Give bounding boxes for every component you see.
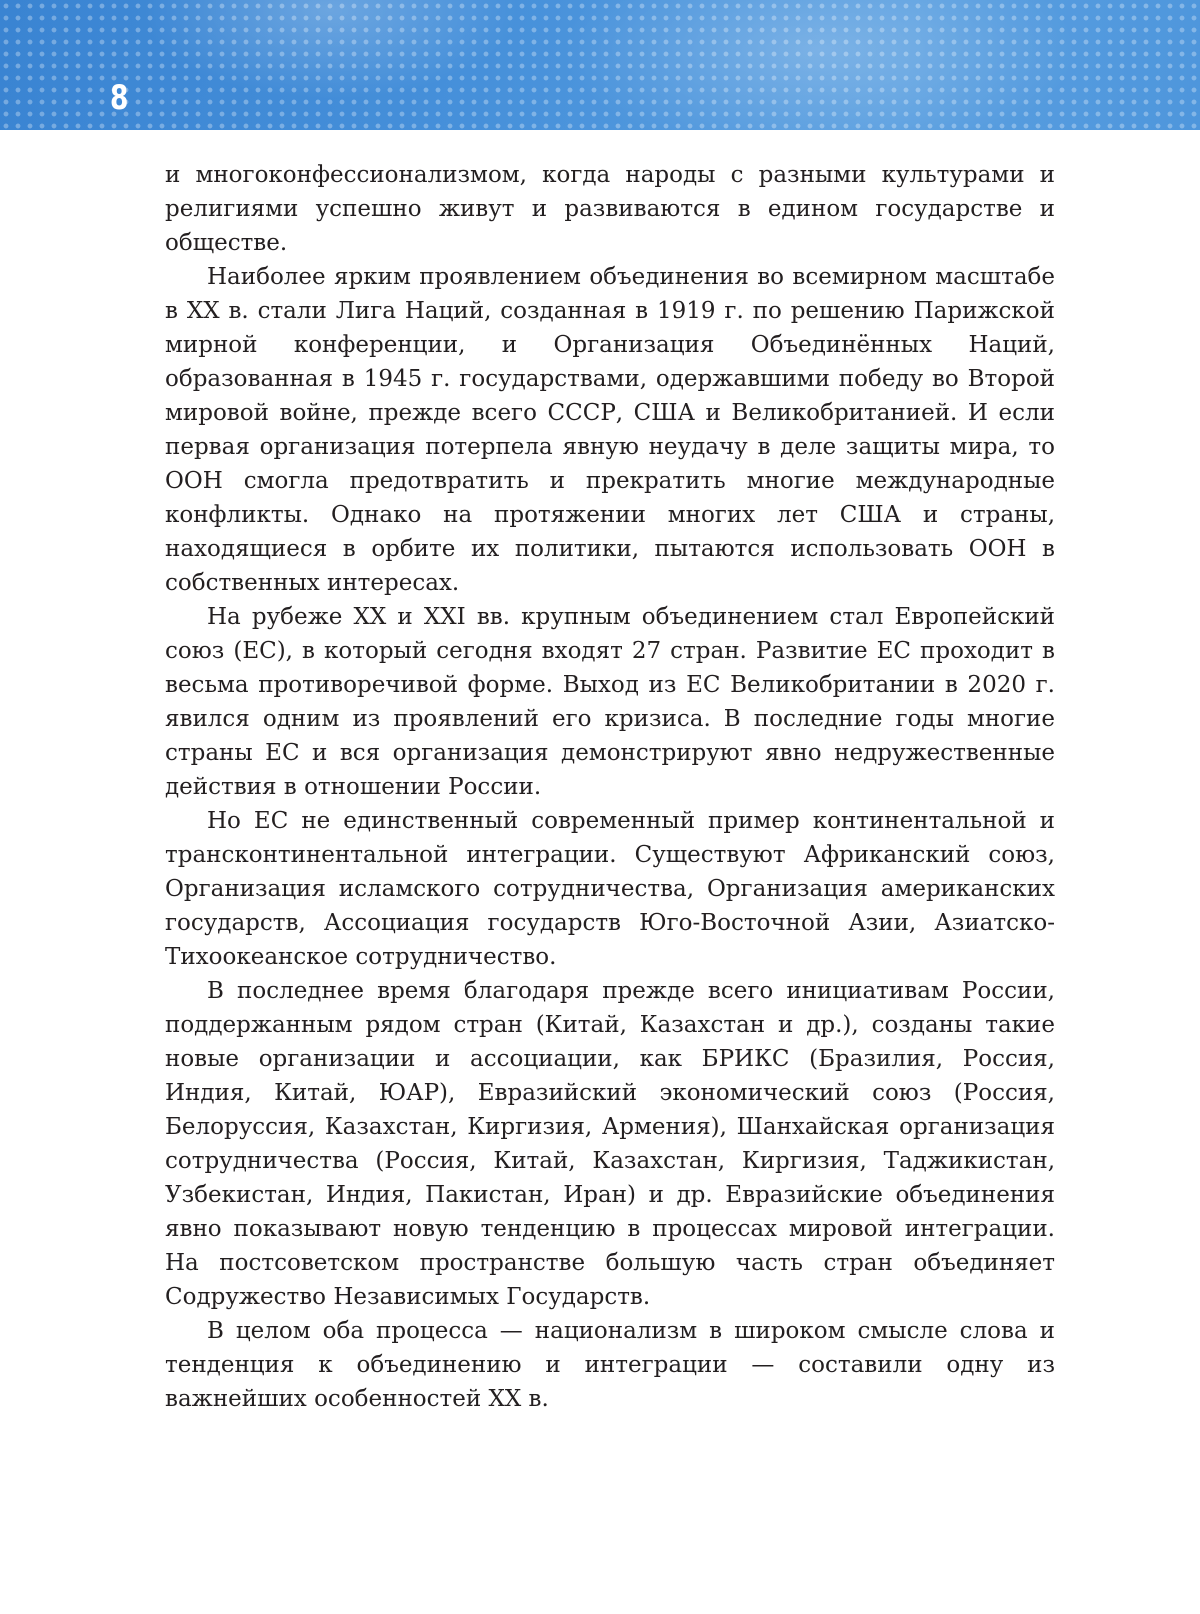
paragraph: В целом оба процесса — национализм в широком смысле слова и тенденция к объединению и интеграции — составили одну из важнейших особенностей XX в. [165, 1318, 1055, 1412]
header-glow-decoration [560, 0, 1080, 130]
main-text [165, 158, 1055, 1416]
paragraph: и многоконфессионализмом, когда народы с разными культурами и религиями успешно живут и развиваются в едином государстве и обществе. [165, 162, 1055, 256]
paragraph: Но ЕС не единственный современный пример континентальной и трансконтинентальной интеграции. Существуют Африканский союз, Организация исламского сотрудничества, Организация американских государств, Ассоциация государств Юго-Восточной Азии, Азиатско-Тихоокеанское сотрудничество. [165, 808, 1055, 970]
paragraph: В последнее время благодаря прежде всего инициативам России, поддержанным рядом стран (Китай, Казахстан и др.), созданы такие новые организации и ассоциации, как БРИКС (Бразилия, Россия, Индия, Китай, ЮАР), Евразийский экономический союз (Россия, Белоруссия, Казахстан, Киргизия, Армения), Шанхайская организация сотрудничества (Россия, Китай, Казахстан, Киргизия, Таджикистан, Узбекистан, Индия, Пакистан, Иран) и др. Евразийские объединения явно показывают новую тенденцию в процессах мировой интеграции. На постсоветском пространстве большую часть стран объединяет Содружество Независимых Государств. [165, 978, 1055, 1310]
page-header-band [0, 0, 1200, 130]
paragraph: На рубеже XX и XXI вв. крупным объединением стал Европейский союз (ЕС), в который сегодня входят 27 стран. Развитие ЕС проходит в весьма противоречивой форме. Выход из ЕС Великобритании в 2020 г. явился одним из проявлений его кризиса. В последние годы многие страны ЕС и вся организация демонстрируют явно недружественные действия в отношении России. [165, 604, 1055, 800]
paragraph: Наиболее ярким проявлением объединения во всемирном масштабе в XX в. стали Лига Наций, созданная в 1919 г. по решению Парижской мирной конференции, и Организация Объединённых Наций, образованная в 1945 г. государствами, одержавшими победу во Второй мировой войне, прежде всего СССР, США и Великобританией. И если первая организация потерпела явную неудачу в деле защиты мира, то ООН смогла предотвратить и прекратить многие международные конфликты. Однако на протяжении многих лет США и страны, находящиеся в орбите их политики, пытаются использовать ООН в собственных интересах. [165, 264, 1055, 596]
page-number: 8 [110, 78, 129, 118]
header-glow-decoration [140, 0, 520, 100]
